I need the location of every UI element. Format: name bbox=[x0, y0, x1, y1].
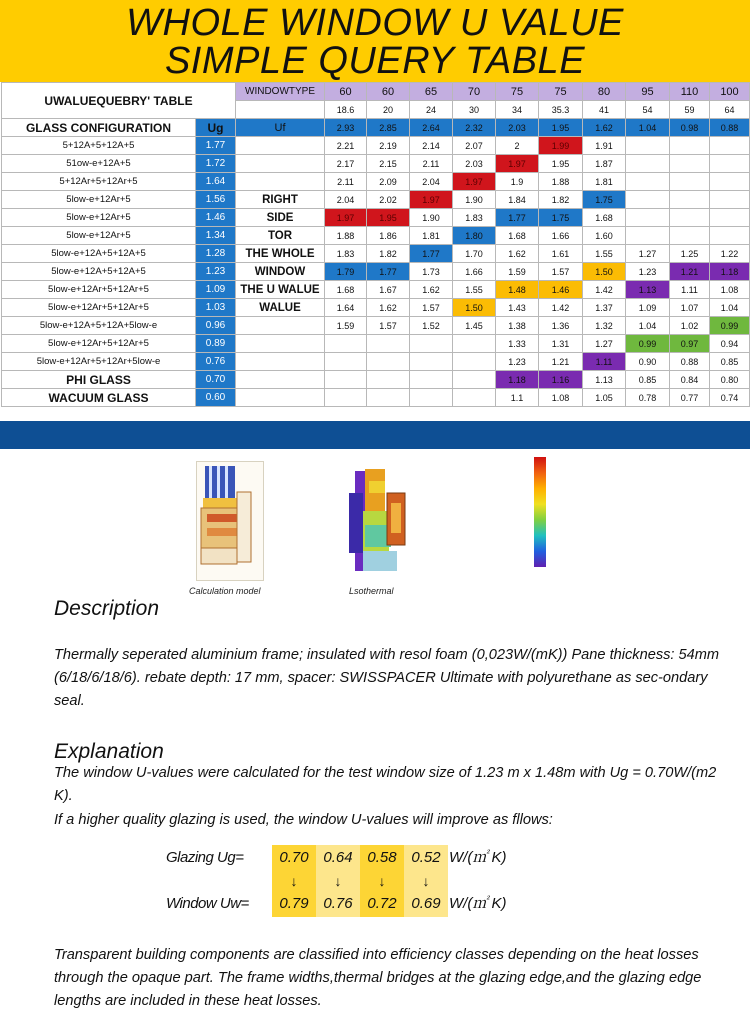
uw-value-cell: 1.83 bbox=[453, 209, 496, 227]
uw-value-cell: 1.36 bbox=[539, 317, 583, 335]
window-uw-row bbox=[166, 891, 276, 917]
uf-value-cell: 1.04 bbox=[626, 119, 670, 137]
uw-value-cell: 1.08 bbox=[539, 389, 583, 407]
uw-value-cell: 1.33 bbox=[496, 335, 539, 353]
uw-value-cell: 0.85 bbox=[710, 353, 750, 371]
uw-value-cell bbox=[367, 371, 410, 389]
uw-value-cell bbox=[670, 137, 710, 155]
ug-value-cell: 0.89 bbox=[196, 335, 236, 353]
glass-config-cell: 5low-e+12A+5+12A+5 bbox=[2, 245, 196, 263]
uw-value-cell: 1.48 bbox=[496, 281, 539, 299]
uw-value-cell bbox=[626, 173, 670, 191]
legend-note-cell bbox=[236, 317, 325, 335]
glazing-ug-unit: W/(㎡ K) bbox=[449, 849, 507, 866]
uw-value-cell: 1.04 bbox=[710, 299, 750, 317]
uw-value-cell bbox=[325, 371, 367, 389]
uw-value-cell: 1.57 bbox=[367, 317, 410, 335]
uw-value-cell bbox=[453, 371, 496, 389]
uw-value-cell: 1.09 bbox=[626, 299, 670, 317]
uw-value-cell: 2.09 bbox=[367, 173, 410, 191]
uw-value-cell: 2.04 bbox=[325, 191, 367, 209]
uw-value-cell: 1.68 bbox=[325, 281, 367, 299]
legend-note-cell bbox=[236, 353, 325, 371]
uw-value-cell: 1.23 bbox=[626, 263, 670, 281]
uw-value-cell bbox=[670, 155, 710, 173]
legend-note-cell bbox=[236, 155, 325, 173]
uw-value-cell: 1.86 bbox=[367, 227, 410, 245]
window-depth-cell: 30 bbox=[453, 101, 496, 119]
uw-value-cell: 1.07 bbox=[670, 299, 710, 317]
uw-value-cell: 0.80 bbox=[710, 371, 750, 389]
description-text: Thermally seperated aluminium frame; insulated with resol foam (0,023W/(mK)) Pane thickness: 54mm (6/18/6/18/6). rebate depth: 17 mm, spacer: SWISSPACER Ultimate with polyurethane as sec-ondary seal. bbox=[54, 647, 720, 709]
uw-value-cell: 1.52 bbox=[410, 317, 453, 335]
uw-value-cell: 2.14 bbox=[410, 137, 453, 155]
glass-config-cell: PHI GLASS bbox=[2, 371, 196, 389]
uw-value-cell: 1.67 bbox=[367, 281, 410, 299]
table-row bbox=[2, 191, 750, 209]
window-type-cell: 70 bbox=[453, 83, 496, 101]
uw-value-cell bbox=[453, 353, 496, 371]
ug-value-cell: 1.23 bbox=[196, 263, 236, 281]
uw-value-cell: 1.97 bbox=[496, 155, 539, 173]
uf-value-cell: 2.93 bbox=[325, 119, 367, 137]
uw-value-cell: 1.64 bbox=[325, 299, 367, 317]
glass-config-cell: 5+12Ar+5+12Ar+5 bbox=[2, 173, 196, 191]
glass-config-header: GLASS CONFIGURATION bbox=[2, 119, 196, 137]
table-row bbox=[2, 281, 750, 299]
table-row bbox=[2, 227, 750, 245]
ug-value-cell: 1.34 bbox=[196, 227, 236, 245]
ug-value-cell: 1.77 bbox=[196, 137, 236, 155]
uw-value-cell bbox=[710, 191, 750, 209]
uw-value-cell: 1.02 bbox=[670, 317, 710, 335]
uw-value-cell: 2.11 bbox=[410, 155, 453, 173]
uw-value-cell: 1.46 bbox=[539, 281, 583, 299]
ug-value-cell: 1.72 bbox=[196, 155, 236, 173]
ug-header: Ug bbox=[196, 119, 236, 137]
uw-value-cell: 1.62 bbox=[496, 245, 539, 263]
uw-value-cell bbox=[670, 191, 710, 209]
uw-value-cell: 1.50 bbox=[453, 299, 496, 317]
ug-value-cell: 1.09 bbox=[196, 281, 236, 299]
glass-config-cell: 51ow-e+12A+5 bbox=[2, 155, 196, 173]
window-depth-cell: 20 bbox=[367, 101, 410, 119]
window-type-cell: 65 bbox=[410, 83, 453, 101]
uw-value-cell: 0.99 bbox=[710, 317, 750, 335]
uw-value-cell: 1.9 bbox=[496, 173, 539, 191]
uw-value-cell: 1.73 bbox=[410, 263, 453, 281]
legend-note-cell: THE U WALUE bbox=[236, 281, 325, 299]
uw-value-cell: 1.04 bbox=[626, 317, 670, 335]
uw-value-cell: 1.27 bbox=[626, 245, 670, 263]
window-uw-value: 0.69 bbox=[404, 891, 448, 917]
uw-value-cell: 1.55 bbox=[583, 245, 626, 263]
uw-value-cell bbox=[367, 353, 410, 371]
temperature-scale-ticks bbox=[547, 457, 557, 567]
calculation-model-figure bbox=[196, 461, 264, 581]
ug-value-cell: 1.64 bbox=[196, 173, 236, 191]
uw-value-cell: 1.60 bbox=[583, 227, 626, 245]
window-type-cell: 60 bbox=[367, 83, 410, 101]
uw-value-cell bbox=[710, 227, 750, 245]
uw-value-cell: 1.81 bbox=[410, 227, 453, 245]
glass-config-cell: 5low-e+12A+5+12A+5 bbox=[2, 263, 196, 281]
glass-config-cell: 5low-e+12A+5+12A+5low-e bbox=[2, 317, 196, 335]
uw-value-cell: 1.45 bbox=[453, 317, 496, 335]
uw-value-cell: 1.37 bbox=[583, 299, 626, 317]
uw-value-cell bbox=[626, 227, 670, 245]
glazing-ug-row bbox=[166, 845, 276, 871]
glass-config-cell: 5low-e+12Ar+5+12Ar+5 bbox=[2, 299, 196, 317]
uw-value-cell: 1.75 bbox=[539, 209, 583, 227]
uf-value-cell: 0.98 bbox=[670, 119, 710, 137]
table-row bbox=[2, 155, 750, 173]
uw-value-cell: 2.17 bbox=[325, 155, 367, 173]
uw-value-cell: 1.95 bbox=[539, 155, 583, 173]
uw-value-cell bbox=[325, 353, 367, 371]
uw-value-cell bbox=[453, 389, 496, 407]
uw-value-cell: 1.11 bbox=[583, 353, 626, 371]
legend-note-cell bbox=[236, 137, 325, 155]
uw-value-cell: 1.80 bbox=[453, 227, 496, 245]
title-line-2: SIMPLE QUERY TABLE bbox=[164, 40, 586, 82]
uw-value-cell: 1.82 bbox=[539, 191, 583, 209]
uw-value-cell: 1.13 bbox=[626, 281, 670, 299]
window-depth-cell: 59 bbox=[670, 101, 710, 119]
uw-value-cell: 1.21 bbox=[670, 263, 710, 281]
down-arrow-icon: ↓ bbox=[422, 873, 430, 889]
uw-value-cell: 0.85 bbox=[626, 371, 670, 389]
uf-value-cell: 1.95 bbox=[539, 119, 583, 137]
table-row bbox=[2, 389, 750, 407]
uw-value-cell: 1.1 bbox=[496, 389, 539, 407]
uw-value-cell bbox=[710, 209, 750, 227]
uw-value-cell: 1.84 bbox=[496, 191, 539, 209]
uf-value-cell: 0.88 bbox=[710, 119, 750, 137]
uw-value-cell: 1.68 bbox=[583, 209, 626, 227]
window-depth-cell: 18.6 bbox=[325, 101, 367, 119]
glazing-ug-label: Glazing Ug= bbox=[166, 849, 244, 866]
uw-value-cell bbox=[626, 191, 670, 209]
uw-value-cell bbox=[710, 155, 750, 173]
uw-value-cell: 2 bbox=[496, 137, 539, 155]
glazing-ug-value: 0.64 bbox=[316, 845, 360, 871]
calculation-model-caption: Calculation model bbox=[189, 586, 261, 596]
uw-value-cell: 1.90 bbox=[410, 209, 453, 227]
uw-value-cell: 1.16 bbox=[539, 371, 583, 389]
legend-note-cell: THE WHOLE bbox=[236, 245, 325, 263]
table-row bbox=[2, 353, 750, 371]
uw-value-cell: 1.77 bbox=[410, 245, 453, 263]
glass-config-cell: 5+12A+5+12A+5 bbox=[2, 137, 196, 155]
uw-value-cell bbox=[367, 335, 410, 353]
uw-value-cell: 1.27 bbox=[583, 335, 626, 353]
uw-value-cell: 1.97 bbox=[453, 173, 496, 191]
window-uw-unit: W/(㎡ K) bbox=[449, 895, 507, 912]
uw-value-cell: 1.87 bbox=[583, 155, 626, 173]
u-value-table bbox=[1, 82, 750, 407]
table-row bbox=[2, 245, 750, 263]
table-row bbox=[2, 335, 750, 353]
window-type-cell: 75 bbox=[496, 83, 539, 101]
uw-value-cell: 1.08 bbox=[710, 281, 750, 299]
uw-value-cell: 2.03 bbox=[453, 155, 496, 173]
uw-value-cell: 1.25 bbox=[670, 245, 710, 263]
glass-config-cell: 5low-e+12Ar+5 bbox=[2, 191, 196, 209]
ug-value-cell: 1.56 bbox=[196, 191, 236, 209]
uw-value-cell: 1.59 bbox=[325, 317, 367, 335]
isothermal-caption: Lsothermal bbox=[349, 586, 394, 596]
legend-note-cell: SIDE bbox=[236, 209, 325, 227]
uw-value-cell: 2.02 bbox=[367, 191, 410, 209]
title-line-1: WHOLE WINDOW U VALUE bbox=[126, 2, 624, 44]
uw-value-cell: 2.21 bbox=[325, 137, 367, 155]
explanation-text-1: The window U-values were calculated for the test window size of 1.23 m x 1.48m with Ug = 0.70W/(m2 K). bbox=[54, 765, 717, 804]
uw-value-cell bbox=[670, 173, 710, 191]
window-type-cell: 80 bbox=[583, 83, 626, 101]
footer-text: Transparent building components are classified into efficiency classes depending on the heat losses through the opaque part. The frame widths,thermal bridges at the glazing edge,and the glazing edge lengths are included in these heat losses. bbox=[54, 947, 702, 1009]
uw-value-cell: 1.91 bbox=[583, 137, 626, 155]
window-type-cell: 60 bbox=[325, 83, 367, 101]
uw-value-cell: 0.78 bbox=[626, 389, 670, 407]
ug-value-cell: 0.76 bbox=[196, 353, 236, 371]
table-row bbox=[2, 137, 750, 155]
uf-header: Uf bbox=[236, 119, 325, 137]
uf-value-cell: 2.64 bbox=[410, 119, 453, 137]
uw-value-cell: 1.79 bbox=[325, 263, 367, 281]
legend-note-cell: WINDOW bbox=[236, 263, 325, 281]
window-uw-value: 0.72 bbox=[360, 891, 404, 917]
uw-value-cell bbox=[325, 389, 367, 407]
isothermal-figure bbox=[343, 463, 413, 581]
uw-value-cell: 0.84 bbox=[670, 371, 710, 389]
uw-value-cell: 1.61 bbox=[539, 245, 583, 263]
table-row bbox=[2, 371, 750, 389]
down-arrow-icon: ↓ bbox=[334, 873, 342, 889]
uw-value-cell: 2.19 bbox=[367, 137, 410, 155]
temperature-scale-bar bbox=[534, 457, 546, 567]
uw-value-cell: 1.23 bbox=[496, 353, 539, 371]
uf-value-cell: 1.62 bbox=[583, 119, 626, 137]
glazing-ug-value: 0.58 bbox=[360, 845, 404, 871]
down-arrow-icon: ↓ bbox=[290, 873, 298, 889]
uf-value-cell: 2.03 bbox=[496, 119, 539, 137]
uw-value-cell bbox=[626, 209, 670, 227]
glass-config-cell: 5low-e+12Ar+5+12Ar+5 bbox=[2, 281, 196, 299]
ug-value-cell: 0.60 bbox=[196, 389, 236, 407]
explanation-heading: Explanation bbox=[54, 740, 164, 763]
uw-value-cell: 1.05 bbox=[583, 389, 626, 407]
table-row bbox=[2, 263, 750, 281]
uw-value-cell: 1.88 bbox=[539, 173, 583, 191]
uw-value-cell bbox=[410, 353, 453, 371]
uw-value-cell: 2.15 bbox=[367, 155, 410, 173]
uw-value-cell: 0.88 bbox=[670, 353, 710, 371]
uw-value-cell bbox=[710, 137, 750, 155]
uw-value-cell: 1.90 bbox=[453, 191, 496, 209]
uw-value-cell: 1.57 bbox=[410, 299, 453, 317]
uw-value-cell: 1.18 bbox=[496, 371, 539, 389]
uw-value-cell bbox=[453, 335, 496, 353]
ug-value-cell: 1.46 bbox=[196, 209, 236, 227]
uw-value-cell bbox=[626, 137, 670, 155]
uw-value-cell bbox=[410, 389, 453, 407]
table-title: UWALUEQUEBRY' TABLE bbox=[2, 83, 236, 119]
uw-value-cell bbox=[367, 389, 410, 407]
window-uw-label: Window Uw= bbox=[166, 895, 249, 912]
legend-note-cell: RIGHT bbox=[236, 191, 325, 209]
uf-value-cell: 2.85 bbox=[367, 119, 410, 137]
window-depth-cell: 54 bbox=[626, 101, 670, 119]
uw-value-cell: 1.77 bbox=[367, 263, 410, 281]
ug-value-cell: 1.03 bbox=[196, 299, 236, 317]
uw-value-cell: 1.81 bbox=[583, 173, 626, 191]
window-uw-value: 0.76 bbox=[316, 891, 360, 917]
uw-value-cell: 1.75 bbox=[583, 191, 626, 209]
window-depth-cell: 64 bbox=[710, 101, 750, 119]
window-type-cell: 110 bbox=[670, 83, 710, 101]
uw-value-cell: 0.90 bbox=[626, 353, 670, 371]
description-heading: Description bbox=[54, 597, 160, 620]
table-row bbox=[2, 173, 750, 191]
uw-value-cell: 0.77 bbox=[670, 389, 710, 407]
table-row bbox=[2, 299, 750, 317]
ug-value-cell: 0.70 bbox=[196, 371, 236, 389]
glass-config-cell: 5low-e+12Ar+5+12Ar+5low-e bbox=[2, 353, 196, 371]
window-type-cell: 100 bbox=[710, 83, 750, 101]
uw-value-cell bbox=[410, 371, 453, 389]
uw-value-cell: 1.70 bbox=[453, 245, 496, 263]
glazing-ug-value: 0.52 bbox=[404, 845, 448, 871]
uw-value-cell: 1.66 bbox=[453, 263, 496, 281]
uw-value-cell bbox=[670, 227, 710, 245]
window-type-cell: 75 bbox=[539, 83, 583, 101]
uw-value-cell: 1.82 bbox=[367, 245, 410, 263]
uw-value-cell bbox=[626, 155, 670, 173]
uw-value-cell: 1.77 bbox=[496, 209, 539, 227]
section-divider-bar bbox=[0, 421, 750, 449]
explanation-text-2: If a higher quality glazing is used, the window U-values will improve as fllows: bbox=[54, 812, 553, 828]
uw-value-cell: 1.32 bbox=[583, 317, 626, 335]
uw-value-cell: 1.31 bbox=[539, 335, 583, 353]
window-type-cell: 95 bbox=[626, 83, 670, 101]
window-uw-value: 0.79 bbox=[272, 891, 316, 917]
window-depth-cell: 34 bbox=[496, 101, 539, 119]
legend-note-cell: TOR bbox=[236, 227, 325, 245]
ug-value-cell: 0.96 bbox=[196, 317, 236, 335]
table-row bbox=[2, 317, 750, 335]
uw-value-cell: 1.42 bbox=[539, 299, 583, 317]
glass-config-cell: 5low-e+12Ar+5+12Ar+5 bbox=[2, 335, 196, 353]
window-type-spacer bbox=[236, 101, 325, 119]
window-depth-cell: 35.3 bbox=[539, 101, 583, 119]
uw-value-cell: 1.50 bbox=[583, 263, 626, 281]
uw-value-cell: 1.59 bbox=[496, 263, 539, 281]
uw-value-cell: 2.11 bbox=[325, 173, 367, 191]
title-banner bbox=[0, 0, 750, 82]
uw-value-cell: 1.97 bbox=[410, 191, 453, 209]
glass-config-cell: 5low-e+12Ar+5 bbox=[2, 227, 196, 245]
window-type-label: WINDOWTYPE bbox=[236, 83, 325, 101]
uw-value-cell: 0.99 bbox=[626, 335, 670, 353]
uw-value-cell: 1.22 bbox=[710, 245, 750, 263]
uw-value-cell: 1.38 bbox=[496, 317, 539, 335]
glass-config-cell: 5low-e+12Ar+5 bbox=[2, 209, 196, 227]
uw-value-cell: 1.21 bbox=[539, 353, 583, 371]
down-arrow-icon: ↓ bbox=[378, 873, 386, 889]
uw-value-cell: 1.62 bbox=[410, 281, 453, 299]
uw-value-cell: 2.07 bbox=[453, 137, 496, 155]
uw-value-cell: 0.74 bbox=[710, 389, 750, 407]
glass-config-cell: WACUUM GLASS bbox=[2, 389, 196, 407]
uw-value-cell: 1.11 bbox=[670, 281, 710, 299]
uw-value-cell bbox=[710, 173, 750, 191]
window-depth-cell: 24 bbox=[410, 101, 453, 119]
uw-value-cell: 0.97 bbox=[670, 335, 710, 353]
uw-value-cell: 1.43 bbox=[496, 299, 539, 317]
uw-value-cell: 1.83 bbox=[325, 245, 367, 263]
table-row bbox=[2, 209, 750, 227]
uw-value-cell: 1.13 bbox=[583, 371, 626, 389]
uw-value-cell bbox=[670, 209, 710, 227]
uw-value-cell: 1.99 bbox=[539, 137, 583, 155]
uw-value-cell: 1.42 bbox=[583, 281, 626, 299]
uw-value-cell: 2.04 bbox=[410, 173, 453, 191]
legend-note-cell bbox=[236, 389, 325, 407]
uw-value-cell: 1.88 bbox=[325, 227, 367, 245]
uw-value-cell: 1.18 bbox=[710, 263, 750, 281]
uw-value-cell: 1.55 bbox=[453, 281, 496, 299]
uw-value-cell: 1.66 bbox=[539, 227, 583, 245]
uw-value-cell bbox=[410, 335, 453, 353]
ug-value-cell: 1.28 bbox=[196, 245, 236, 263]
uw-value-cell: 1.68 bbox=[496, 227, 539, 245]
window-depth-cell: 41 bbox=[583, 101, 626, 119]
uw-value-cell: 0.94 bbox=[710, 335, 750, 353]
legend-note-cell bbox=[236, 371, 325, 389]
uw-value-cell: 1.95 bbox=[367, 209, 410, 227]
uf-value-cell: 2.32 bbox=[453, 119, 496, 137]
legend-note-cell bbox=[236, 335, 325, 353]
uw-value-cell: 1.57 bbox=[539, 263, 583, 281]
uw-value-cell: 1.97 bbox=[325, 209, 367, 227]
legend-note-cell bbox=[236, 173, 325, 191]
legend-note-cell: WALUE bbox=[236, 299, 325, 317]
uw-value-cell: 1.62 bbox=[367, 299, 410, 317]
uw-value-cell bbox=[325, 335, 367, 353]
glazing-ug-value: 0.70 bbox=[272, 845, 316, 871]
